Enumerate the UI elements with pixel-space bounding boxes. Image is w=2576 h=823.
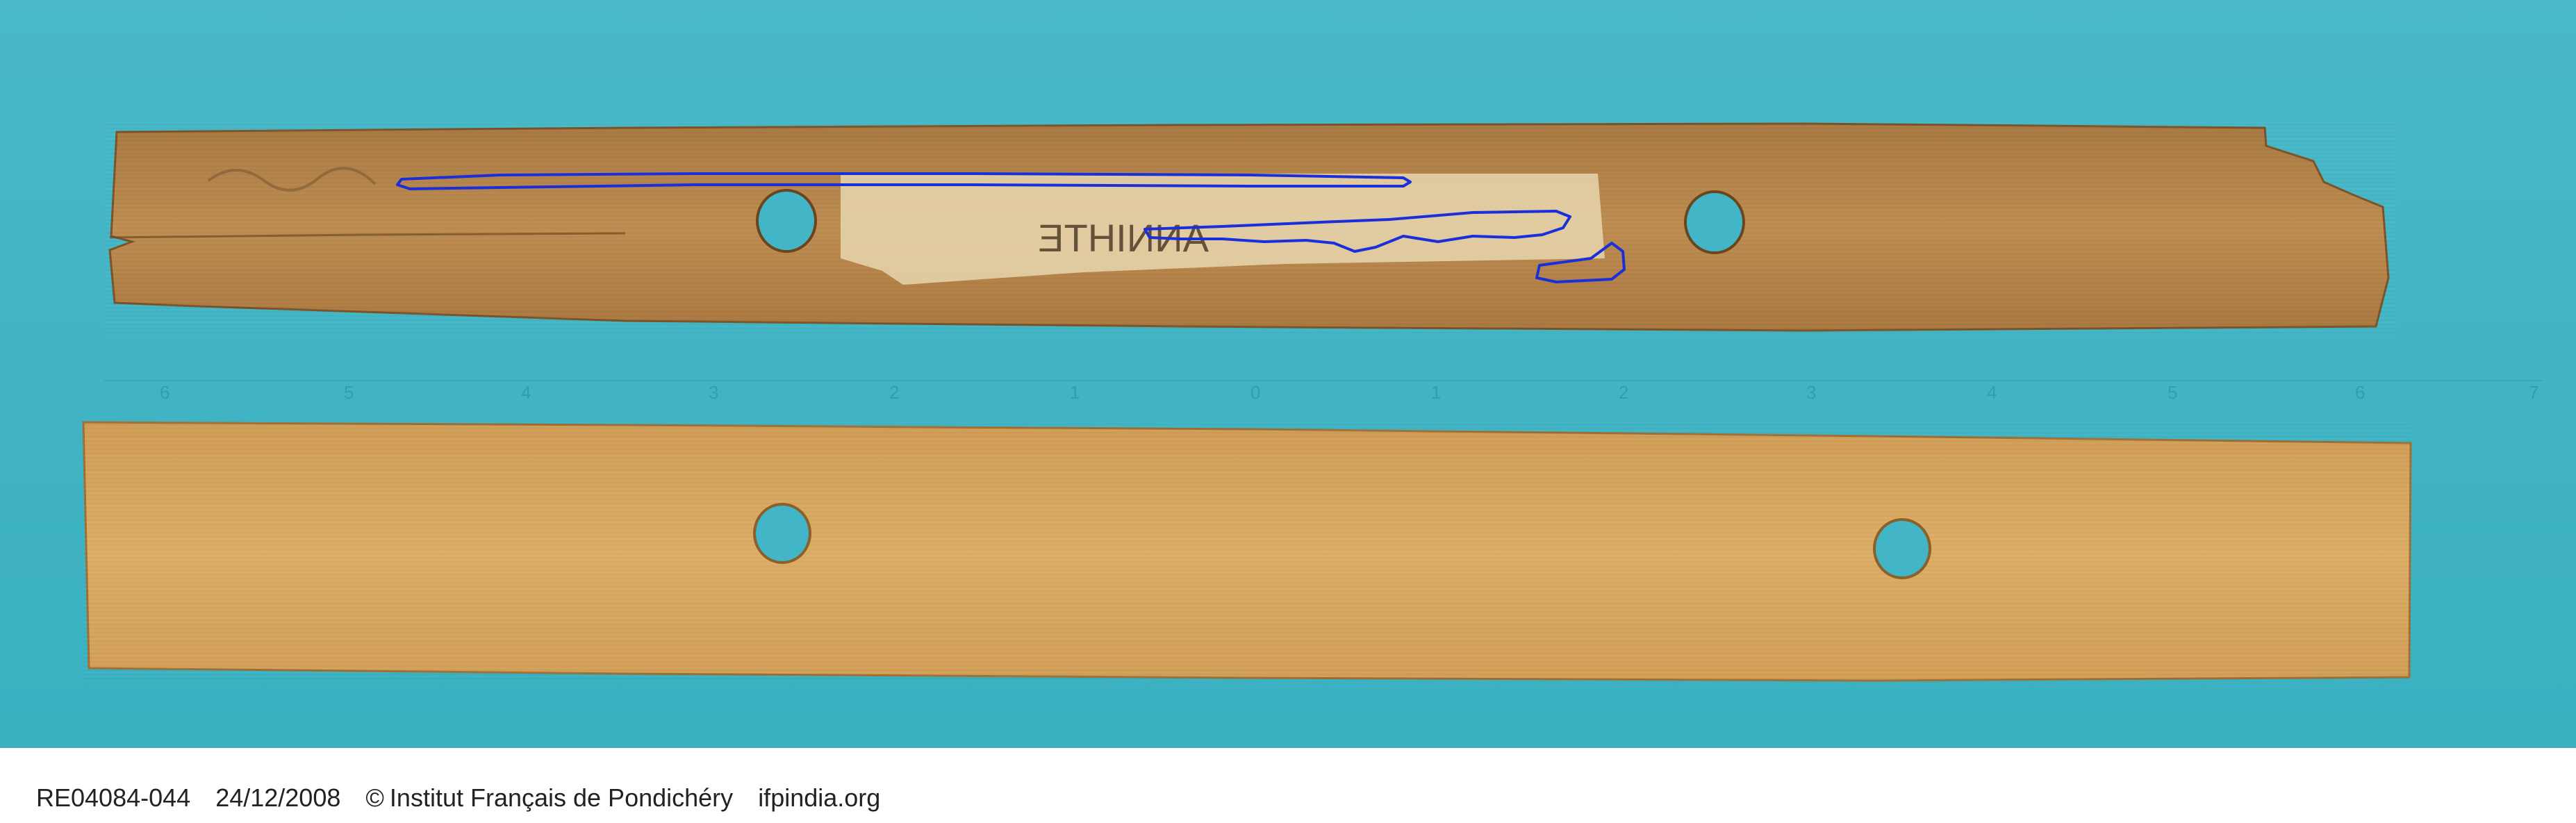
ruler-label: 2 (1619, 382, 1629, 403)
ruler-label: 7 (2529, 382, 2539, 403)
photo-caption (36, 783, 898, 813)
ruler-label: 1 (1431, 382, 1442, 403)
photo-date: 24/12/2008 (215, 783, 341, 812)
ruler-label: 5 (344, 382, 354, 403)
ruler-label: 2 (889, 382, 900, 403)
ruler-label: 5 (2168, 382, 2178, 403)
website-link[interactable]: ifpindia.org (758, 783, 881, 812)
label-strip-text: ANNIHTE (1038, 216, 1209, 260)
lower-leaf (83, 420, 2411, 681)
record-id: RE04084-044 (36, 783, 191, 812)
ruler-label: 1 (1070, 382, 1080, 403)
leaf-hole (757, 190, 816, 251)
leaf-hole (754, 504, 810, 563)
leaf-hole (1685, 192, 1744, 253)
ruler-label: 4 (1987, 382, 1997, 403)
ruler-label: 6 (2355, 382, 2366, 403)
ruler-label: 3 (1806, 382, 1817, 403)
copyright-symbol: © (365, 783, 384, 812)
ruler-label: 6 (160, 382, 170, 403)
upper-leaf (104, 122, 2397, 337)
ruler-label: 3 (709, 382, 719, 403)
ruler-label: 0 (1250, 382, 1261, 403)
institution-name: Institut Français de Pondichéry (389, 783, 734, 812)
leaf-hole (1874, 519, 1930, 578)
ruler-label: 4 (521, 382, 531, 403)
